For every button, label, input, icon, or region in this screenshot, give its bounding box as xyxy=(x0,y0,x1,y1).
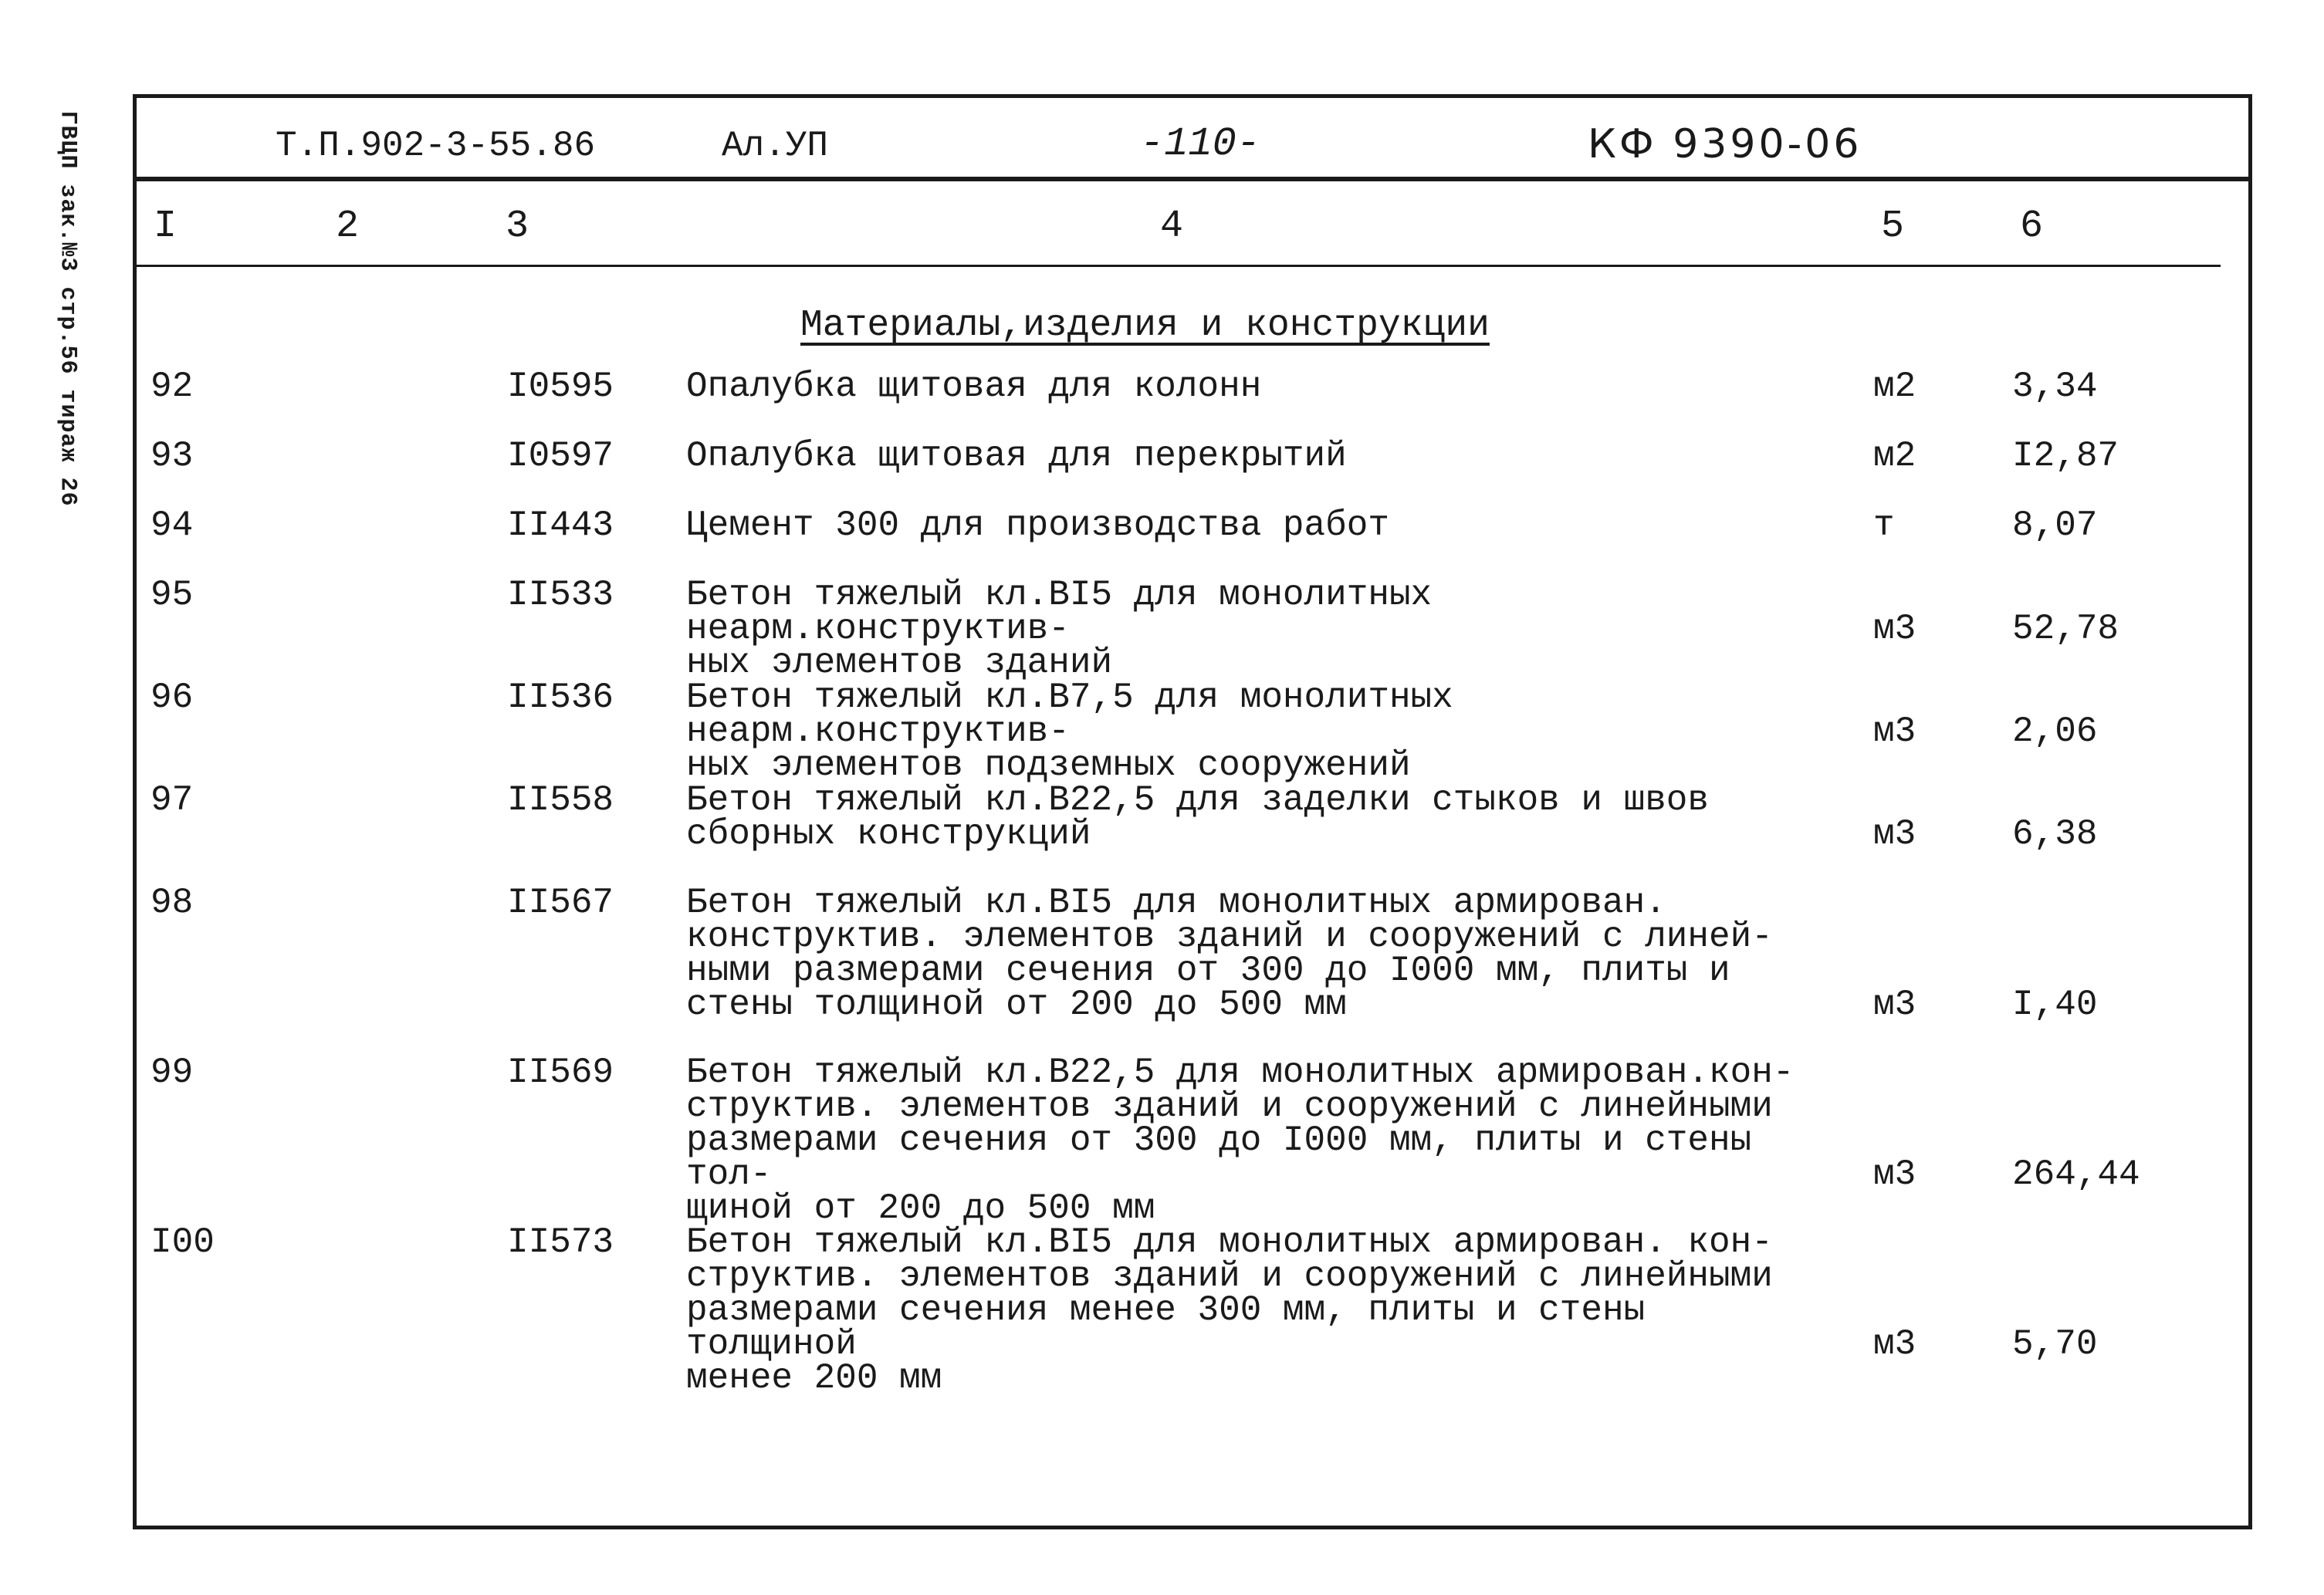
row-unit: м3 xyxy=(1873,814,1916,854)
row-description: Опалубка щитовая для колонн xyxy=(686,367,1262,407)
column-number-1: I xyxy=(154,204,178,248)
document-cipher: КФ 9390-06 xyxy=(1588,121,1862,167)
row-quantity: 264,44 xyxy=(2012,1154,2140,1195)
row-number: 96 xyxy=(151,678,194,718)
row-number: 95 xyxy=(151,575,194,615)
row-quantity: I,40 xyxy=(2012,985,2098,1025)
margin-stamp xyxy=(45,108,91,509)
row-code: II567 xyxy=(507,883,614,923)
column-number-6: 6 xyxy=(2020,204,2044,248)
column-number-4: 4 xyxy=(1160,204,1184,248)
row-quantity: 52,78 xyxy=(2012,609,2119,649)
row-description: Бетон тяжелый кл.В22,5 для монолитных армирован.кон- структив. элементов зданий и сооружений с линейными размерами сечения от 300 до I000 мм, плиты и стены тол- щиной от 200 до 500 мм xyxy=(686,1053,1795,1228)
row-unit: м2 xyxy=(1873,367,1916,407)
row-number: 99 xyxy=(151,1053,194,1093)
header-bar xyxy=(137,98,2248,181)
row-unit: м3 xyxy=(1873,609,1916,649)
row-description: Бетон тяжелый кл.BI5 для монолитных неарм.конструктив- ных элементов зданий xyxy=(686,575,1433,683)
row-number: 98 xyxy=(151,883,194,923)
row-description: Цемент 300 для производства работ xyxy=(686,505,1389,546)
margin-stamp-text: ГВЦП зак.№3 стр.56 тираж 26 xyxy=(55,110,81,507)
row-number: I00 xyxy=(151,1222,215,1262)
column-number-5: 5 xyxy=(1881,204,1905,248)
page-number: -110- xyxy=(1140,121,1261,167)
row-quantity: 5,70 xyxy=(2012,1324,2098,1364)
row-description: Бетон тяжелый кл.BI5 для монолитных армирован. конструктив. элементов зданий и сооружений с линей- ными размерами сечения от 300 до I000 мм, плиты и стены толщиной от 200 до 500 мм xyxy=(686,883,1773,1025)
column-number-2: 2 xyxy=(336,204,360,248)
row-quantity: 6,38 xyxy=(2012,814,2098,854)
row-code: I0595 xyxy=(507,367,614,407)
document-sheet xyxy=(133,94,2252,1529)
album-label: Ал.УП xyxy=(722,126,829,166)
row-description: Бетон тяжелый кл.В22,5 для заделки стыков и швов сборных конструкций xyxy=(686,780,1710,854)
row-unit: м3 xyxy=(1873,711,1916,752)
row-quantity: 2,06 xyxy=(2012,711,2098,752)
row-number: 92 xyxy=(151,367,194,407)
row-description: Бетон тяжелый кл.В7,5 для монолитных неарм.конструктив- ных элементов подземных сооружений xyxy=(686,678,1453,786)
row-description: Опалубка щитовая для перекрытий xyxy=(686,436,1347,476)
row-number: 93 xyxy=(151,436,194,476)
row-quantity: I2,87 xyxy=(2012,436,2119,476)
row-code: II536 xyxy=(507,678,614,718)
row-unit: м3 xyxy=(1873,985,1916,1025)
row-code: II443 xyxy=(507,505,614,546)
row-code: I0597 xyxy=(507,436,614,476)
row-code: II533 xyxy=(507,575,614,615)
column-number-3: 3 xyxy=(506,204,529,248)
row-code: II573 xyxy=(507,1222,614,1262)
row-description: Бетон тяжелый кл.BI5 для монолитных армирован. кон- структив. элементов зданий и сооружений с линейными размерами сечения менее 300 мм, плиты и стены толщиной менее 200 мм xyxy=(686,1222,1773,1398)
column-number-row xyxy=(137,204,2248,251)
row-unit: м3 xyxy=(1873,1324,1916,1364)
row-quantity: 8,07 xyxy=(2012,505,2098,546)
row-quantity: 3,34 xyxy=(2012,367,2098,407)
project-code: Т.П.902-3-55.86 xyxy=(276,126,596,166)
row-code: II558 xyxy=(507,780,614,820)
row-code: II569 xyxy=(507,1053,614,1093)
section-title: Материалы,изделия и конструкции xyxy=(800,305,1490,346)
row-unit: м3 xyxy=(1873,1154,1916,1195)
row-number: 97 xyxy=(151,780,194,820)
row-unit: т xyxy=(1873,505,1895,546)
header-divider xyxy=(137,265,2221,267)
row-number: 94 xyxy=(151,505,194,546)
row-unit: м2 xyxy=(1873,436,1916,476)
